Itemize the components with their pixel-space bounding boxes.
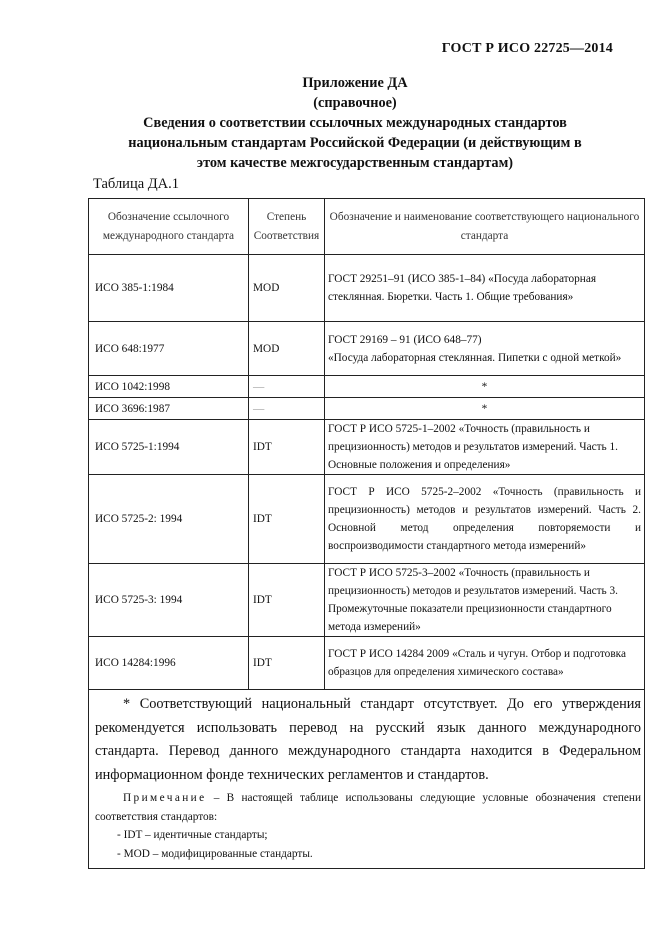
appendix-heading-line: этом качестве межгосударственным стандартам) — [196, 155, 514, 171]
cell-national-line: «Посуда лабораторная стеклянная. Пипетки с одной меткой» — [328, 351, 622, 364]
cell-national: ГОСТ Р ИСО 5725-2–2002 «Точность (правильность и прецизионность) методов и результатов измерений. Часть 2. Основной метод определения повторяемости и воспроизводимости стандартного метода измерений» — [325, 475, 645, 564]
table-footer-row — [89, 690, 645, 869]
cell-national: ГОСТ 29251–91 (ИСО 385-1–84) «Посуда лабораторная стеклянная. Бюретки. Часть 1. Общие требования» — [325, 255, 645, 322]
cell-degree: — — [249, 376, 325, 398]
table-row — [89, 398, 645, 420]
cell-reference: ИСО 3696:1987 — [89, 398, 249, 420]
column-header-degree: Степень Соответствия — [249, 199, 325, 255]
cell-national: ГОСТ Р ИСО 5725-1–2002 «Точность (правильность и прецизионность) методов и результатов измерений. Часть 1. Основные положения и определения» — [325, 420, 645, 475]
appendix-title-line: Приложение ДА — [302, 75, 408, 91]
cell-degree: MOD — [249, 255, 325, 322]
table-row — [89, 564, 645, 637]
appendix-heading-line: Сведения о соответствии ссылочных международных стандартов — [143, 115, 567, 131]
appendix-heading-line: национальным стандартам Российской Федерации (и действующим в — [128, 135, 582, 151]
table-row — [89, 420, 645, 475]
document-header: ГОСТ Р ИСО 22725—2014 — [441, 41, 613, 56]
standards-table — [88, 198, 645, 869]
cell-reference: ИСО 5725-2: 1994 — [89, 475, 249, 564]
footnote-text: * Соответствующий национальный стандарт отсутствует. До его утверждения рекомендуется использовать перевод на русский язык данного международного стандарта. Перевод данного международного стандарта находится в Федеральном информационном фонде технических регламентов и стандартов. — [95, 696, 641, 783]
cell-degree: — — [249, 398, 325, 420]
note-text: – В настоящей таблице использованы следующие условные обозначения степени соответствия стандартов: — [95, 792, 641, 823]
cell-degree: IDT — [249, 637, 325, 690]
cell-national: * — [325, 376, 645, 398]
appendix-subtitle: (справочное) — [313, 95, 397, 111]
note-item: - IDT – идентичные стандарты; — [117, 829, 268, 841]
table-footer — [89, 690, 645, 869]
table-row — [89, 475, 645, 564]
cell-reference: ИСО 648:1977 — [89, 322, 249, 376]
table-row — [89, 255, 645, 322]
table-row — [89, 322, 645, 376]
cell-reference: ИСО 14284:1996 — [89, 637, 249, 690]
cell-reference: ИСО 1042:1998 — [89, 376, 249, 398]
cell-national: ГОСТ Р ИСО 14284 2009 «Сталь и чугун. Отбор и подготовка образцов для определения химического состава» — [325, 637, 645, 690]
cell-degree: IDT — [249, 564, 325, 637]
cell-reference: ИСО 5725-3: 1994 — [89, 564, 249, 637]
column-header-reference: Обозначение ссылочного международного стандарта — [89, 199, 249, 255]
cell-reference: ИСО 5725-1:1994 — [89, 420, 249, 475]
note-item: - MOD – модифицированные стандарты. — [117, 847, 313, 860]
appendix-title — [80, 73, 630, 173]
cell-national: * — [325, 398, 645, 420]
cell-degree: IDT — [249, 475, 325, 564]
cell-degree: MOD — [249, 322, 325, 376]
cell-national-line: ГОСТ 29169 – 91 (ИСО 648–77) — [328, 333, 482, 346]
note-paragraph — [95, 789, 641, 826]
cell-national — [325, 322, 645, 376]
cell-degree: IDT — [249, 420, 325, 475]
note-label: Примечание — [123, 792, 207, 804]
table-row — [89, 637, 645, 690]
table-header-row — [89, 199, 645, 255]
cell-national: ГОСТ Р ИСО 5725-3–2002 «Точность (правильность и прецизионность) методов и результатов измерений. Часть 3. Промежуточные показатели прецизионности стандартного метода измерений» — [325, 564, 645, 637]
column-header-national: Обозначение и наименование соответствующего национального стандарта — [325, 199, 645, 255]
table-row — [89, 376, 645, 398]
table-caption: Таблица ДА.1 — [93, 176, 180, 192]
cell-reference: ИСО 385-1:1984 — [89, 255, 249, 322]
